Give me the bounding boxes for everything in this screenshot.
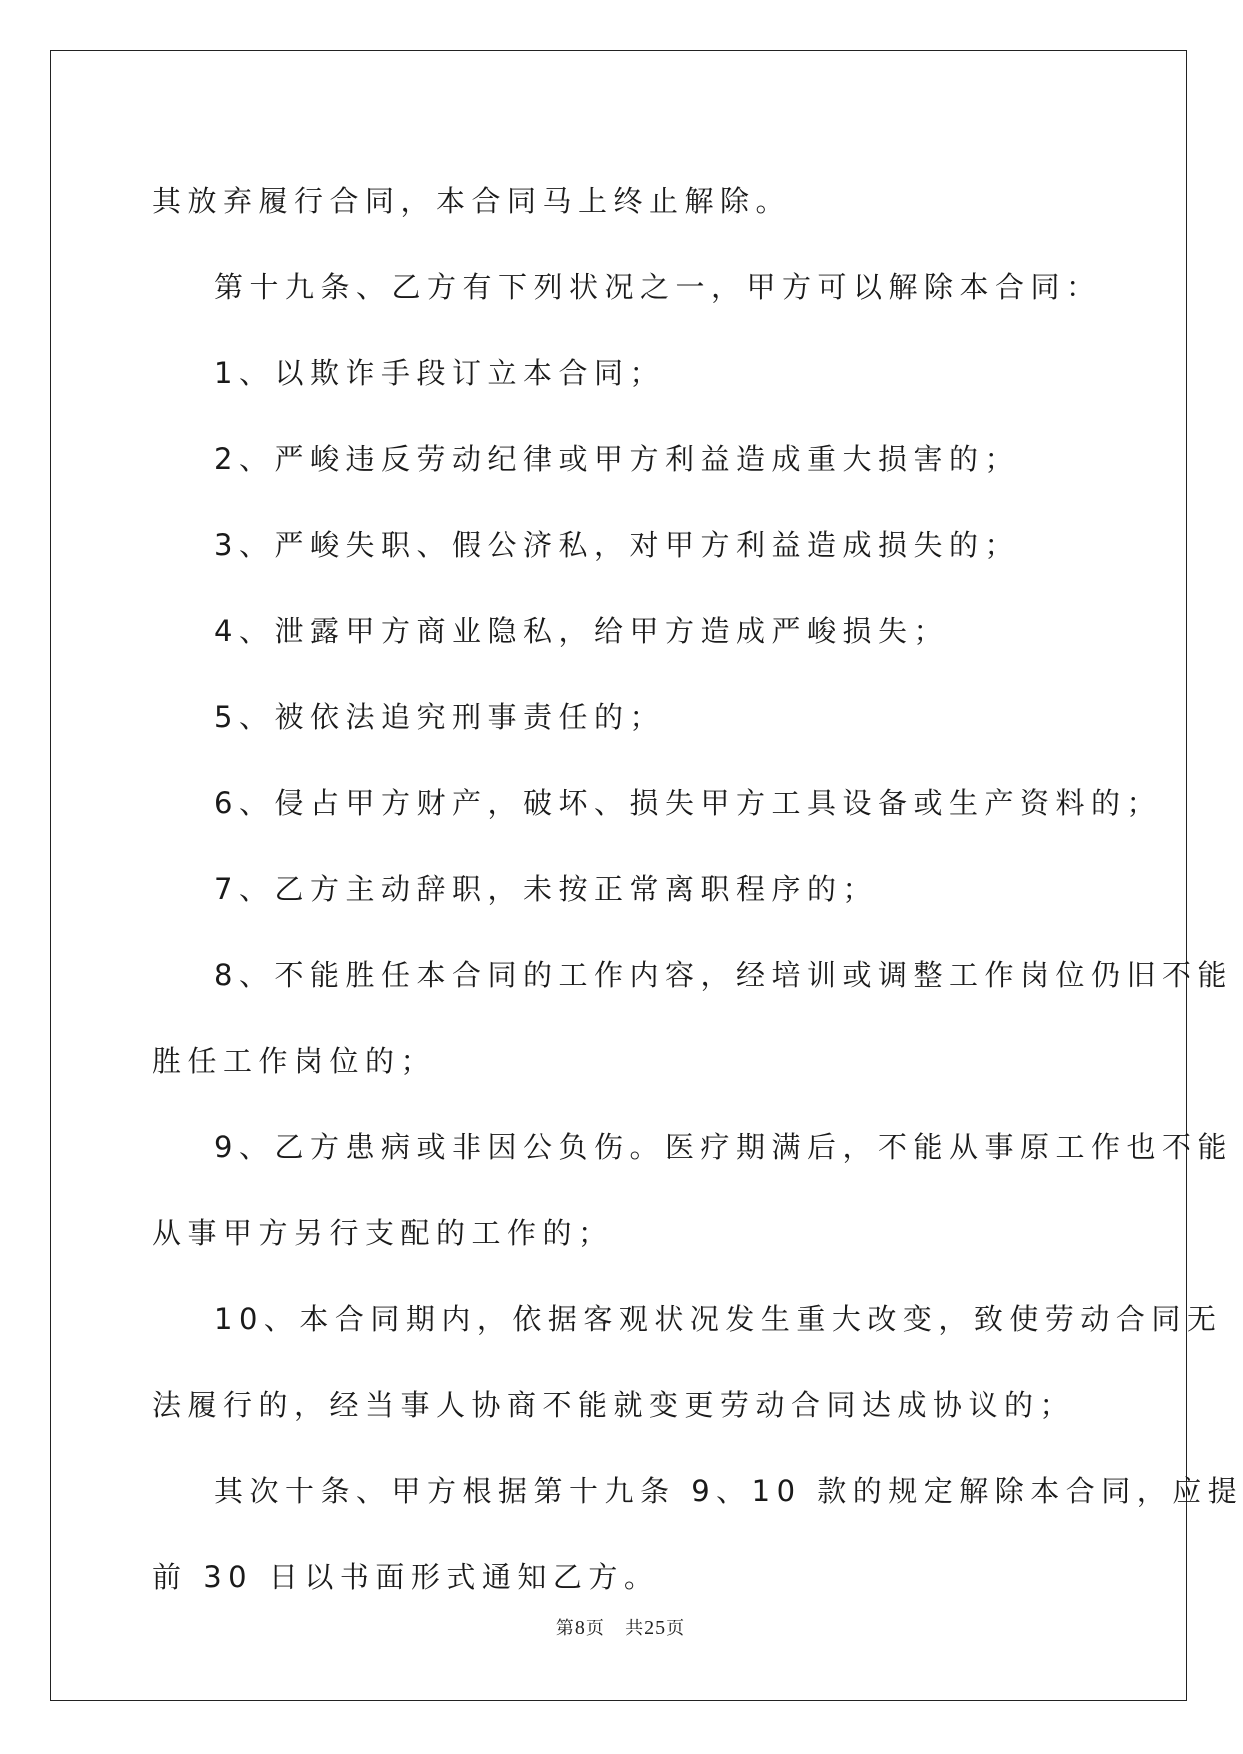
- text-line: 7、乙方主动辞职，未按正常离职程序的；: [214, 872, 878, 906]
- text-line: 10、本合同期内，依据客观状况发生重大改变，致使劳动合同无: [214, 1302, 1223, 1336]
- text-line: 法履行的，经当事人协商不能就变更劳动合同达成协议的；: [152, 1388, 1076, 1422]
- footer-prefix: 第: [555, 1618, 575, 1639]
- text-line: 5、被依法追究刑事责任的；: [214, 700, 665, 734]
- footer-page-word: 页: [585, 1618, 605, 1639]
- text-line: 8、不能胜任本合同的工作内容，经培训或调整工作岗位仍旧不能: [214, 958, 1233, 992]
- text-line: 1、以欺诈手段订立本合同；: [214, 356, 665, 390]
- text-line: 3、严峻失职、假公济私，对甲方利益造成损失的；: [214, 528, 1020, 562]
- current-page-number: 8: [574, 1617, 586, 1639]
- text-line: 其放弃履行合同，本合同马上终止解除。: [152, 184, 792, 218]
- text-line: 4、泄露甲方商业隐私，给甲方造成严峻损失；: [214, 614, 949, 648]
- text-line: 9、乙方患病或非因公负伤。医疗期满后，不能从事原工作也不能: [214, 1130, 1233, 1164]
- text-line: 前 30 日以书面形式通知乙方。: [152, 1560, 660, 1594]
- page-footer: [0, 1614, 1241, 1640]
- text-line: 2、严峻违反劳动纪律或甲方利益造成重大损害的；: [214, 442, 1020, 476]
- text-line: 胜任工作岗位的；: [152, 1044, 437, 1078]
- document-body: [152, 158, 1243, 1620]
- footer-total-suffix: 页: [666, 1618, 686, 1639]
- footer-total-prefix: 共: [625, 1618, 645, 1639]
- text-line: 其次十条、甲方根据第十九条 9、10 款的规定解除本合同，应提: [214, 1474, 1243, 1508]
- text-line: 第十九条、乙方有下列状况之一，甲方可以解除本合同：: [214, 270, 1102, 304]
- text-line: 从事甲方另行支配的工作的；: [152, 1216, 614, 1250]
- total-pages-number: 25: [644, 1617, 667, 1639]
- text-line: 6、侵占甲方财产，破坏、损失甲方工具设备或生产资料的；: [214, 786, 1162, 820]
